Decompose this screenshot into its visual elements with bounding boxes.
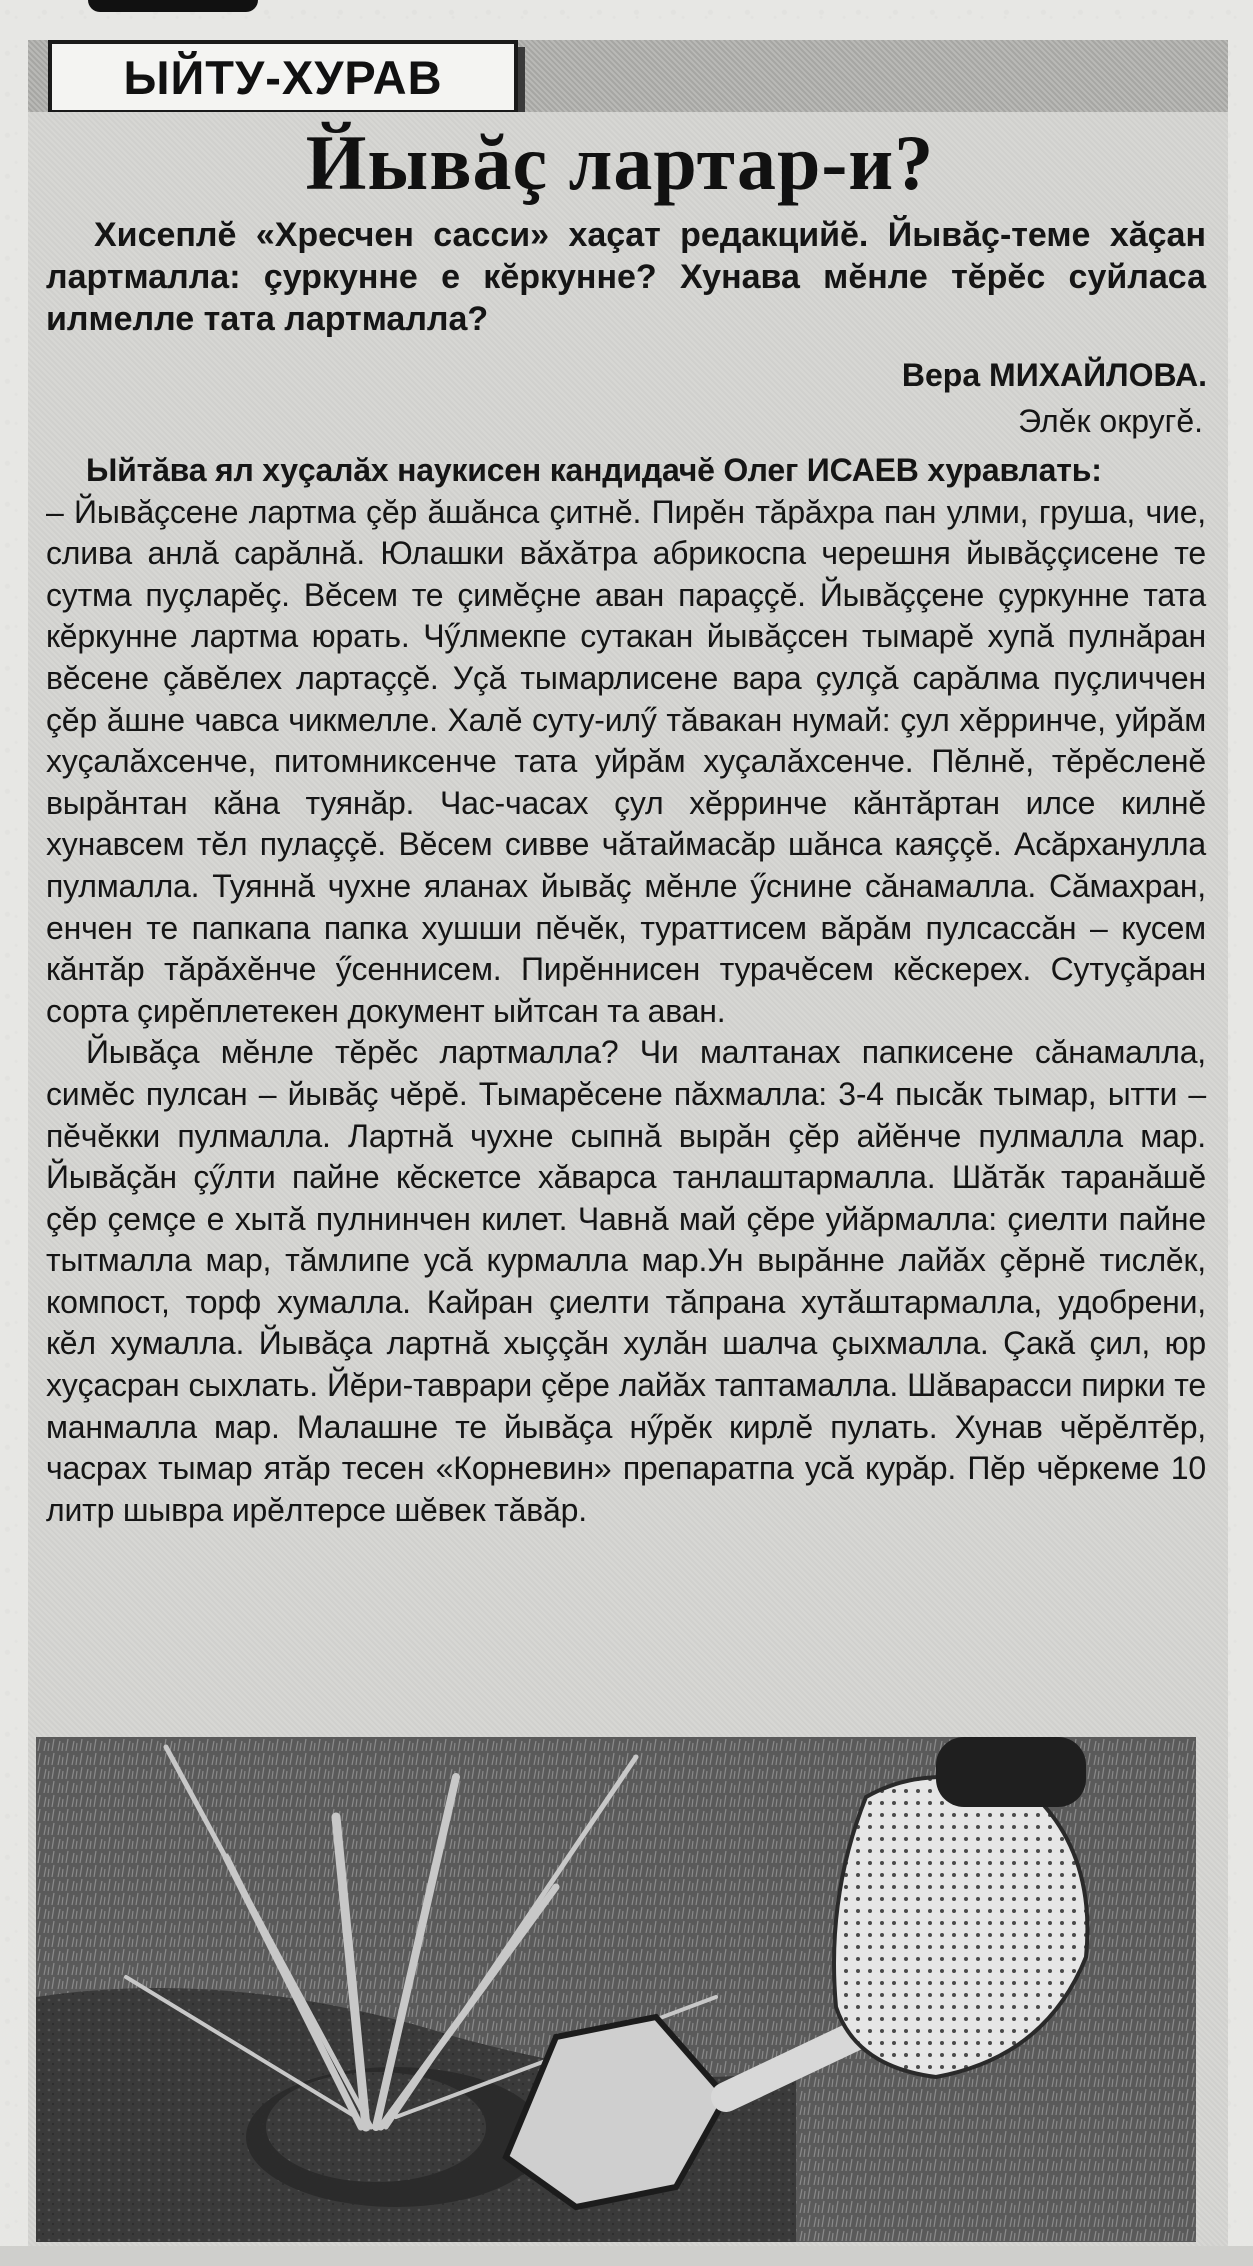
author-last-name: МИХАЙЛОВА.: [989, 357, 1207, 393]
answer-intro: Ыйтăва ял хуçалăх наукисен кандидачĕ Олег ИСАЕВ хуравлать:: [86, 452, 1102, 488]
reader-question: Хисеплĕ «Хресчен сасси» хаçат редакцийĕ. Йывăç-теме хăçан лартмалла: çуркунне е кĕркунне? Хунава мĕнле тĕрĕс суйласа илмелле тата лартмалла?: [46, 216, 1206, 338]
page-bottom-edge: [0, 2246, 1253, 2266]
question-author: [902, 354, 1207, 396]
rubric-label: ЫЙТУ-ХУРАВ: [48, 40, 518, 114]
author-place: Элĕк округĕ.: [1018, 403, 1203, 439]
article-paragraph-1: – Йывăçсене лартма çĕр ăшăнса çитнĕ. Пирĕн тăрăхра пан улми, груша, чие, слива анлă сарăлнă. Юлашки вăхăтра абрикоспа черешня йывăççисене те сутма пуçларĕç. Вĕсем те çимĕçне аван параççĕ. Йывăççене çуркунне тата кĕркунне лартма юрать. Чӳлмекпе сутакан йывăçсен тымарĕ хупă пулнăран вĕсене çăвĕлех лартаççĕ. Уçă тымарлисене вара çулçă сарăлма пуçличчен çĕр ăшне чавса чикмелле. Халĕ суту-илӳ тăвакан нумай: çул хĕрринче, уйрăм хуçалăхсенче, питомниксенче тата уйрăм хуçалăхсенче. Пĕлнĕ, тĕрĕсленĕ вырăнтан кăна туянăр. Час-часах çул хĕрринче кăнтăртан илсе килнĕ хунавсем тĕл пулаççĕ. Вĕсем сивве чăтаймасăр шăнса каяççĕ. Асăрханулла пулмалла. Туяннă чухне яланах йывăç мĕнле ӳснине сăнамалла. Сăмахран, енчен те папкапа папка хушши пĕчĕк, тураттисем вăрăм пулсассăн – кусем кăнтăр тăрăхĕнче ӳсеннисем. Пирĕннисен турачĕсем кĕскерех. Сутуçăран сорта çирĕплетекен документ ыйтсан та аван.: [46, 493, 1206, 1029]
article-paragraph-2: Йывăça мĕнле тĕрĕс лартмалла? Чи малтанах папкисене сăнамалла, симĕс пулсан – йывăç чĕрĕ. Тымарĕсене пăхмалла: 3-4 пысăк тымар, ытти – пĕчĕкки пулмалла. Лартнă чухне сыпнă вырăн çĕр айĕнче пулмалла мар. Йывăçăн çӳлти пайне кĕскетсе хăварса танлаштармалла. Шăтăк таранăшĕ çĕр çемçе е хытă пулнинчен килет. Чавнă май çĕре уйăрмалла: çиелти пайне тытмалла мар, тăмлипе усă курмалла мар.Ун вырăнне лайăх çĕрнĕ тислĕк, компост, торф хумалла. Кайран çиелти тăпрана хутăштармалла, удобрени, кĕл хумалла. Йывăça лартнă хыççăн хулăн шалча çыхмалла. Çакă çил, юр хуçасран сыхлать. Йĕри-таврари çĕре лайăх таптамалла. Шăварасси пирки те манмалла мар. Малашне те йывăça нӳрĕк кирлĕ пулать. Хунав чĕрĕлтĕр, часрах тымар ятăр тесен «Корневин» препаратпа усă курăр. Пĕр чĕркеме 10 литр шывра ирĕлтерсе шĕвек тăвăр.: [46, 1034, 1206, 1528]
article-headline: Йывăç лартар-и?: [305, 119, 935, 206]
article-body: [46, 450, 1206, 1531]
page-corner-mark: [88, 0, 258, 12]
article-photo: [36, 1737, 1196, 2242]
author-first-name: Вера: [901, 357, 981, 393]
planting-photo-illustration: [36, 1737, 1196, 2242]
